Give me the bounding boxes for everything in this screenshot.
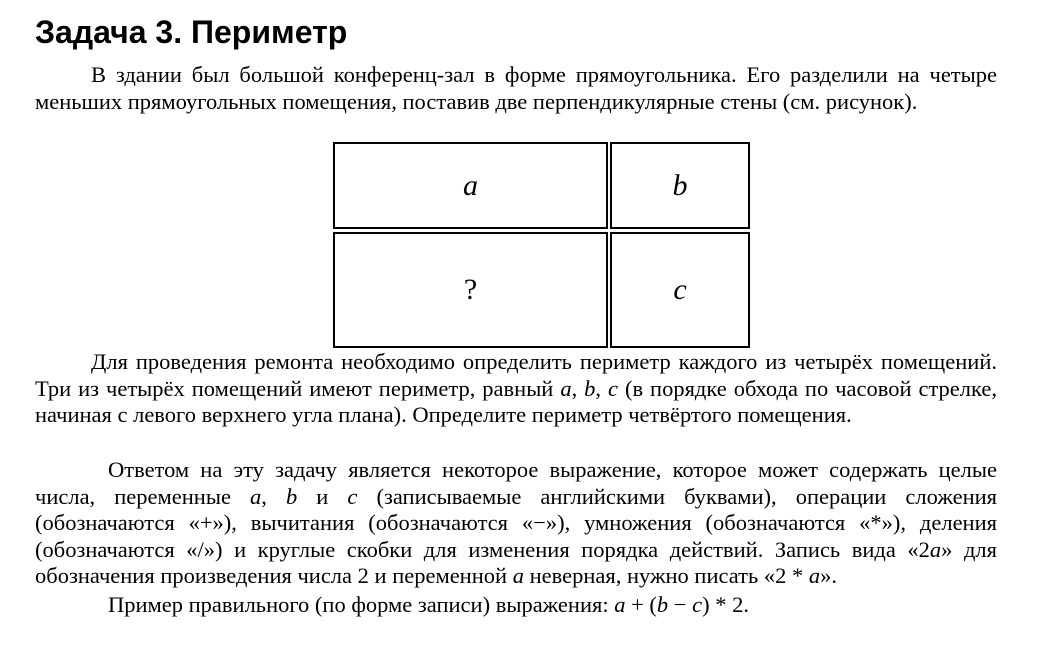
room-bottom-right <box>610 232 750 348</box>
rules-text-1: Ответом на эту задачу является некоторое выражение, которое может содержать целые числа, переменные <box>35 457 997 509</box>
answer-rules-paragraph <box>35 457 997 590</box>
task-sep-1: , <box>571 375 585 401</box>
task-text-2: (в порядке обхода по часовой стрелке, начиная с левого верхнего угла плана). Определите периметр четвёртого помещения. <box>35 375 997 427</box>
example-text-4: ) * 2. <box>702 592 749 617</box>
room-top-right-label: b <box>672 168 688 202</box>
rules-var-a: a <box>250 483 262 509</box>
problem-title: Задача 3. Периметр <box>35 14 348 50</box>
rules-var-a-3: a <box>512 563 524 588</box>
room-bottom-left <box>333 232 608 348</box>
rules-sep-1: , <box>261 483 286 509</box>
room-top-right <box>610 142 750 229</box>
rules-text-3: » для обозначения произведения числа 2 и переменной <box>35 536 997 588</box>
room-top-left-label: a <box>463 168 478 202</box>
example-var-c: c <box>692 592 703 617</box>
example-paragraph <box>35 592 997 619</box>
example-var-a: a <box>614 592 626 617</box>
intro-paragraph: В здании был большой конференц-зал в форме прямоугольника. Его разделили на четыре меньших прямоугольных помещения, поставив две перпендикулярные стены (см. рисунок). <box>35 62 997 114</box>
rules-var-a-2: a <box>929 536 942 562</box>
example-text-2: + ( <box>625 592 657 617</box>
rules-text-2: (записываемые английскими буквами), операции сложения (обозначаются «+»), вычитания (обозначаются «−»), умножения (обозначаются «*»), деления (обозначаются «/») и круглые скобки для изменения порядка действий. Запись вида «2 <box>35 483 997 562</box>
rules-text-4: неверная, нужно писать «2 * <box>523 563 809 588</box>
rules-var-a-4: a <box>808 563 821 588</box>
task-var-b: b <box>584 375 596 401</box>
task-paragraph <box>35 349 997 429</box>
task-var-a: a <box>560 375 572 401</box>
task-var-c: c <box>608 375 618 401</box>
room-bottom-right-label: c <box>673 273 687 306</box>
room-bottom-left-label: ? <box>463 273 478 306</box>
task-sep-2: , <box>595 375 608 401</box>
example-text-1: Пример правильного (по форме записи) выражения: <box>108 592 615 617</box>
rules-var-c: c <box>347 483 358 509</box>
room-top-left <box>333 142 608 229</box>
example-text-3: − <box>668 592 693 617</box>
rules-sep-2: и <box>297 483 348 509</box>
rules-text-5: ». <box>820 563 837 588</box>
task-text-1: Для проведения ремонта необходимо определить периметр каждого из четырёх помещений. Три из четырёх помещений имеют периметр, равный <box>35 349 997 401</box>
rules-var-b: b <box>285 483 298 509</box>
example-var-b: b <box>656 592 669 617</box>
